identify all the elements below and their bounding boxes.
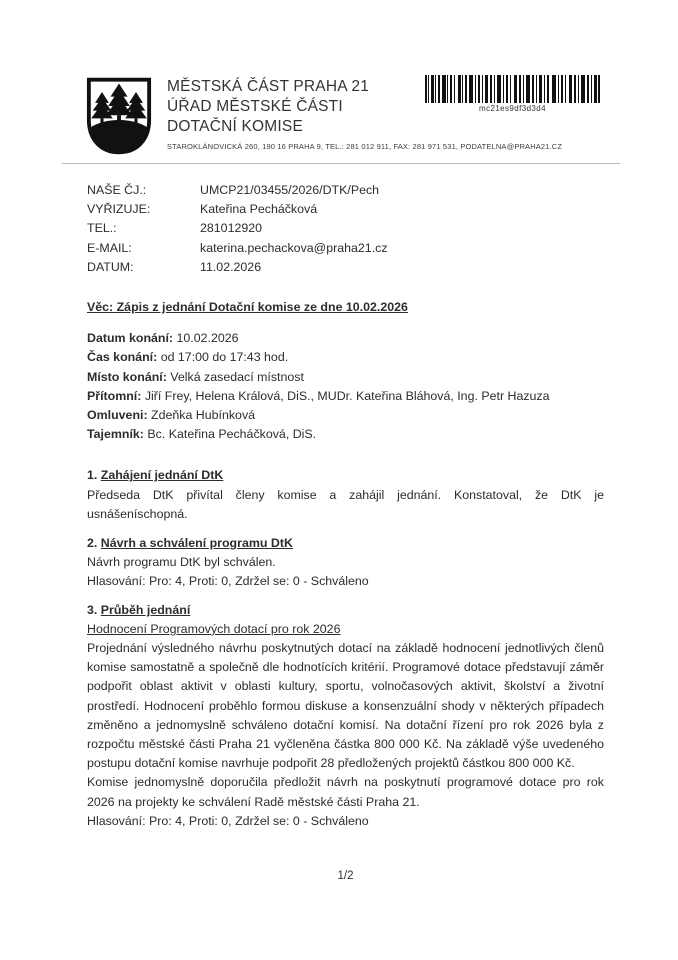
detail-datum-konani [87, 329, 604, 348]
barcode-label: mc21es9df3d3d4 [479, 104, 546, 113]
meta-label: E-MAIL: [87, 240, 132, 255]
voting-result-line: Hlasování: Pro: 4, Proti: 0, Zdržel se: 0 - Schváleno [87, 813, 369, 828]
meta-value: UMCP21/03455/2026/DTK/Pech [200, 183, 380, 197]
section-paragraph: Komise jednomyslně doporučila předložit návrh na poskytnutí programové dotace pro rok 2026 na projekty ke schválení Radě městské části Praha 21. [87, 775, 604, 809]
meta-value: katerina.pechackova@praha21.cz [200, 240, 388, 255]
detail-misto-konani [87, 368, 604, 387]
org-address: STAROKLÁNOVICKÁ 260, 190 16 PRAHA 9, TEL.: 281 012 911, FAX: 281 971 531, PODATELNA@PRAHA21.CZ [167, 142, 563, 151]
detail-value: 10.02.2026 [176, 331, 239, 346]
section-zahajeni [87, 466, 604, 524]
meeting-details [87, 329, 604, 444]
reference-block [87, 181, 604, 277]
detail-cas-konani [87, 348, 604, 367]
detail-label: Datum konání: [87, 331, 177, 346]
meta-row-datum [87, 258, 604, 277]
section-number: 2. [87, 536, 101, 551]
section-title: Návrh a schválení programu DtK [100, 536, 293, 551]
barcode-icon [425, 75, 600, 103]
detail-label: Čas konání: [87, 350, 161, 365]
meta-label: NAŠE ČJ.: [87, 183, 147, 197]
meta-value: Kateřina Pecháčková [200, 202, 318, 217]
meta-row-tel [87, 219, 604, 238]
section-program [87, 534, 604, 592]
page-number: 1/2 [337, 870, 354, 882]
subject-line: Věc: Zápis z jednání Dotační komise ze dne 10.02.2026 [87, 300, 408, 315]
section-heading [87, 534, 604, 553]
detail-label: Tajemník: [87, 427, 148, 442]
detail-label: Omluveni: [87, 408, 152, 423]
org-line-2: ÚŘAD MĚSTSKÉ ČÁSTI [167, 98, 343, 115]
section-prubeh-jednani [87, 601, 604, 831]
section-heading [87, 601, 604, 620]
section-heading [87, 466, 604, 485]
org-line-3: DOTAČNÍ KOMISE [167, 118, 303, 135]
detail-value: od 17:00 do 17:43 hod. [160, 350, 289, 365]
section-title: Zahájení jednání DtK [100, 468, 224, 483]
section-title: Průběh jednání [100, 602, 191, 617]
meta-value: 281012920 [200, 221, 263, 236]
section-number: 1. [87, 468, 101, 483]
meta-label: VYŘIZUJE: [87, 202, 151, 217]
coat-of-arms-logo-icon [85, 76, 153, 156]
org-line-1: MĚSTSKÁ ČÁST PRAHA 21 [167, 78, 370, 95]
detail-label: Přítomní: [87, 388, 145, 403]
detail-value: Zdeňka Hubínková [151, 408, 256, 423]
detail-value: Velká zasedací místnost [170, 369, 304, 384]
meta-row-vyrizuje [87, 200, 604, 219]
section-paragraph: Projednání výsledného návrhu poskytnutých dotací na základě hodnocení jednotlivých členů komise samostatně a společně dle hodnotících kritérií. Programové dotace představují záměr podpořit oblast aktivit v oblasti kultury, sportu, volnočasových aktivit, školství a životní prostředí. Hodnocení proběhlo formou diskuse a konsenzuální shody v některých případech změněno a jednomyslně schváleno dotační komisí. Na dotační řízení pro rok 2026 byla z rozpočtu městské části Praha 21 vyčleněna částka 800 000 Kč. Na základě výše uvedeného postupu dotační komise navrhuje podpořit 28 předložených projektů částkou 800 000 Kč. [87, 641, 604, 771]
header-divider [62, 163, 620, 164]
section-paragraph: Předseda DtK přivítal členy komise a zahájil jednání. Konstatoval, že DtK je usnášeníschopná. [87, 487, 604, 521]
detail-label: Místo konání: [87, 369, 171, 384]
meta-label: TEL.: [87, 221, 117, 236]
section-number: 3. [87, 602, 101, 617]
meta-row-email [87, 239, 604, 258]
detail-value: Bc. Kateřina Pecháčková, DiS. [147, 427, 317, 442]
detail-value: Jiří Frey, Helena Králová, DiS., MUDr. Kateřina Bláhová, Ing. Petr Hazuza [144, 388, 550, 403]
voting-result-line: Hlasování: Pro: 4, Proti: 0, Zdržel se: 0 - Schváleno [87, 574, 369, 589]
detail-omluveni [87, 406, 604, 425]
meta-value: 11.02.2026 [200, 259, 262, 274]
detail-pritomni [87, 387, 604, 406]
detail-tajemnik [87, 425, 604, 444]
section-subtitle: Hodnocení Programových dotací pro rok 2026 [87, 621, 341, 636]
document-body [87, 181, 604, 831]
barcode [425, 75, 600, 113]
meta-label: DATUM: [87, 259, 134, 274]
section-paragraph: Návrh programu DtK byl schválen. [87, 555, 276, 570]
meta-row-cislo-jednaci [87, 181, 604, 200]
